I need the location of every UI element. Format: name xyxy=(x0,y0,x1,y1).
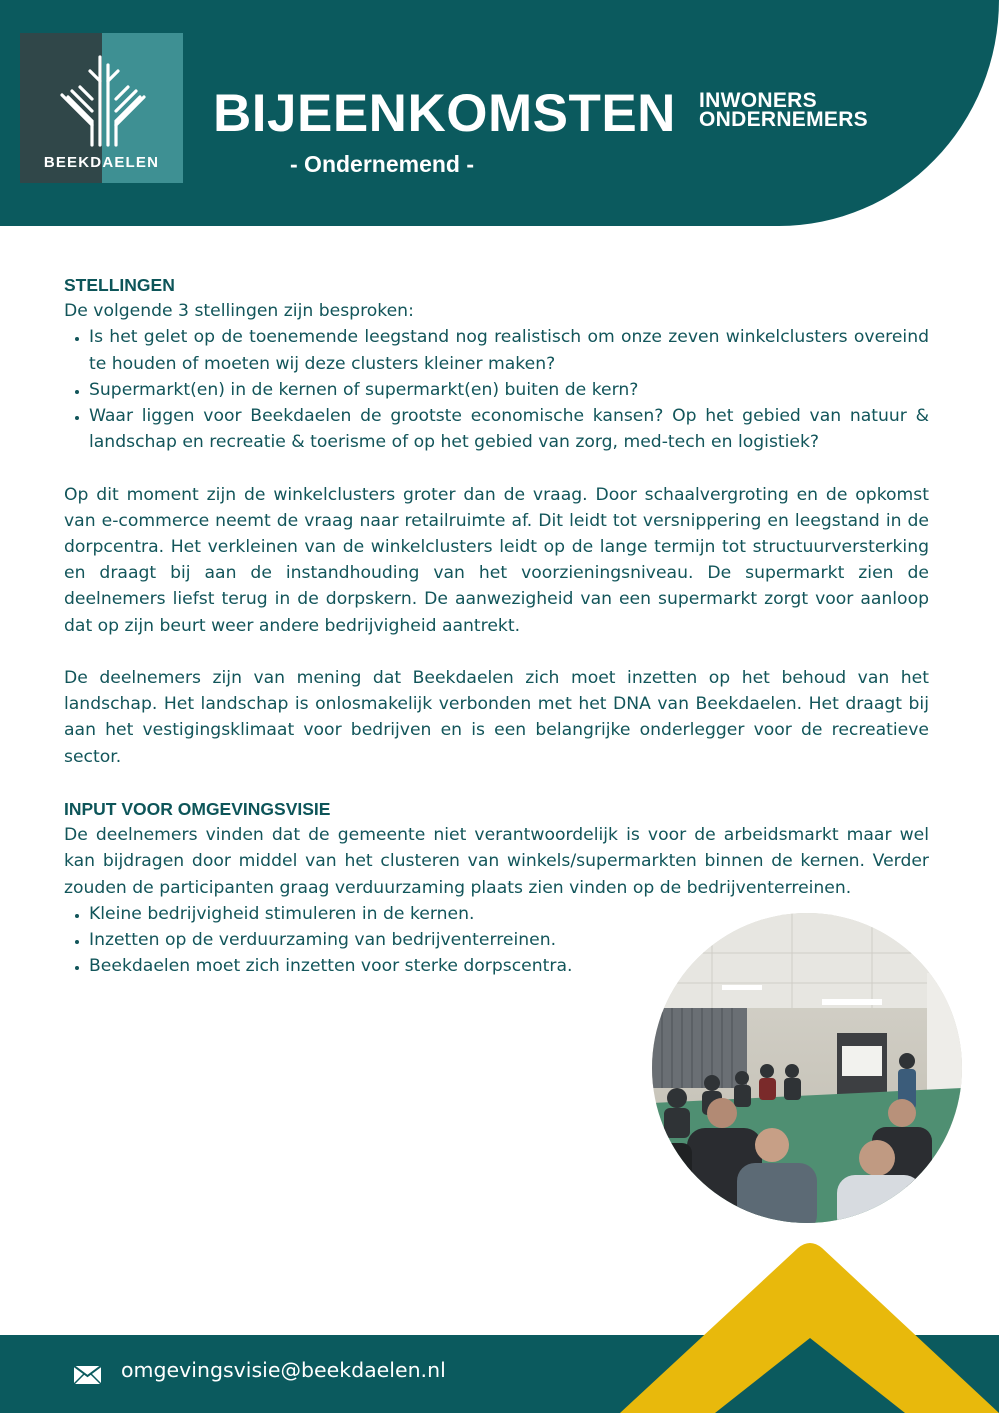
audience-labels xyxy=(699,91,868,129)
logo-text: BEEKDAELEN xyxy=(43,154,160,171)
paragraph-winkelclusters: Op dit moment zijn de winkelclusters groter dan de vraag. Door schaalvergroting en de opkomst van e-commerce neemt de vraag naar retailruimte af. Dit leidt tot versnippering en leegstand in de dorpcentra. Het verkleinen van de winkelclusters leidt op de lange termijn tot structuurversterking en draagt bij aan de instandhouding van het voorzieningsniveau. De supermarkt zien de deelnemers liefst terug in de dorpskern. De aanwezigheid van een supermarkt zorgt voor aanloop dat op zijn beurt weer andere bedrijvigheid aantrekt. xyxy=(64,484,929,636)
section-heading-input: INPUT VOOR OMGEVINGSVISIE xyxy=(64,799,331,820)
audience-label-ondernemers: ONDERNEMERS xyxy=(699,108,868,131)
paragraph-landschap: De deelnemers zijn van mening dat Beekdaelen zich moet inzetten op het behoud van het landschap. Het landschap is onlosmakelijk verbonden met het DNA van Beekdaelen. Het draagt bij aan het vestigingsklimaat voor bedrijven en is een belangrijke onderlegger voor de recreatieve sector. xyxy=(64,668,929,767)
meeting-photo xyxy=(652,913,962,1223)
mail-icon xyxy=(74,1366,101,1384)
section-heading-stellingen: STELLINGEN xyxy=(64,275,175,295)
beekdaelen-logo xyxy=(20,33,183,183)
paragraph-input: De deelnemers vinden dat de gemeente niet verantwoordelijk is voor de arbeidsmarkt maar wel kan bijdragen door middel van het clusteren van winkels/supermarkten binnen de kernen. Verder zouden de participanten graag verduurzaming plaats zien vinden op de bedrijventerreinen. xyxy=(64,825,929,898)
list-item: • Beekdaelen moet zich inzetten voor sterke dorpscentra. xyxy=(89,953,689,979)
page-title: BIJEENKOMSTEN xyxy=(213,84,676,143)
audience-label-inwoners: INWONERS xyxy=(699,89,817,112)
main-content xyxy=(64,272,929,979)
list-item: • Supermarkt(en) in de kernen of supermarkt(en) buiten de kern? xyxy=(89,377,929,403)
stellingen-intro: De volgende 3 stellingen zijn besproken: xyxy=(64,301,414,322)
footer-email-link[interactable]: omgevingsvisie@beekdaelen.nl xyxy=(121,1358,446,1382)
list-item: • Waar liggen voor Beekdaelen de grootste economische kansen? Op het gebied van natuur & landschap en recreatie & toerisme of op het gebied van zorg, med-tech en logistiek? xyxy=(89,403,929,455)
list-item: • Kleine bedrijvigheid stimuleren in de kernen. xyxy=(89,901,689,927)
input-list xyxy=(64,901,689,980)
meeting-photo-illustration xyxy=(652,913,962,1223)
yellow-chevron-decoration xyxy=(620,1240,999,1413)
page-subtitle: - Ondernemend - xyxy=(290,151,475,177)
list-item: • Is het gelet op de toenemende leegstand nog realistisch om onze zeven winkelclusters overeind te houden of moeten wij deze clusters kleiner maken? xyxy=(89,324,929,376)
list-item: • Inzetten op de verduurzaming van bedrijventerreinen. xyxy=(89,927,689,953)
tree-logo-icon xyxy=(58,51,146,151)
stellingen-list xyxy=(64,324,929,455)
